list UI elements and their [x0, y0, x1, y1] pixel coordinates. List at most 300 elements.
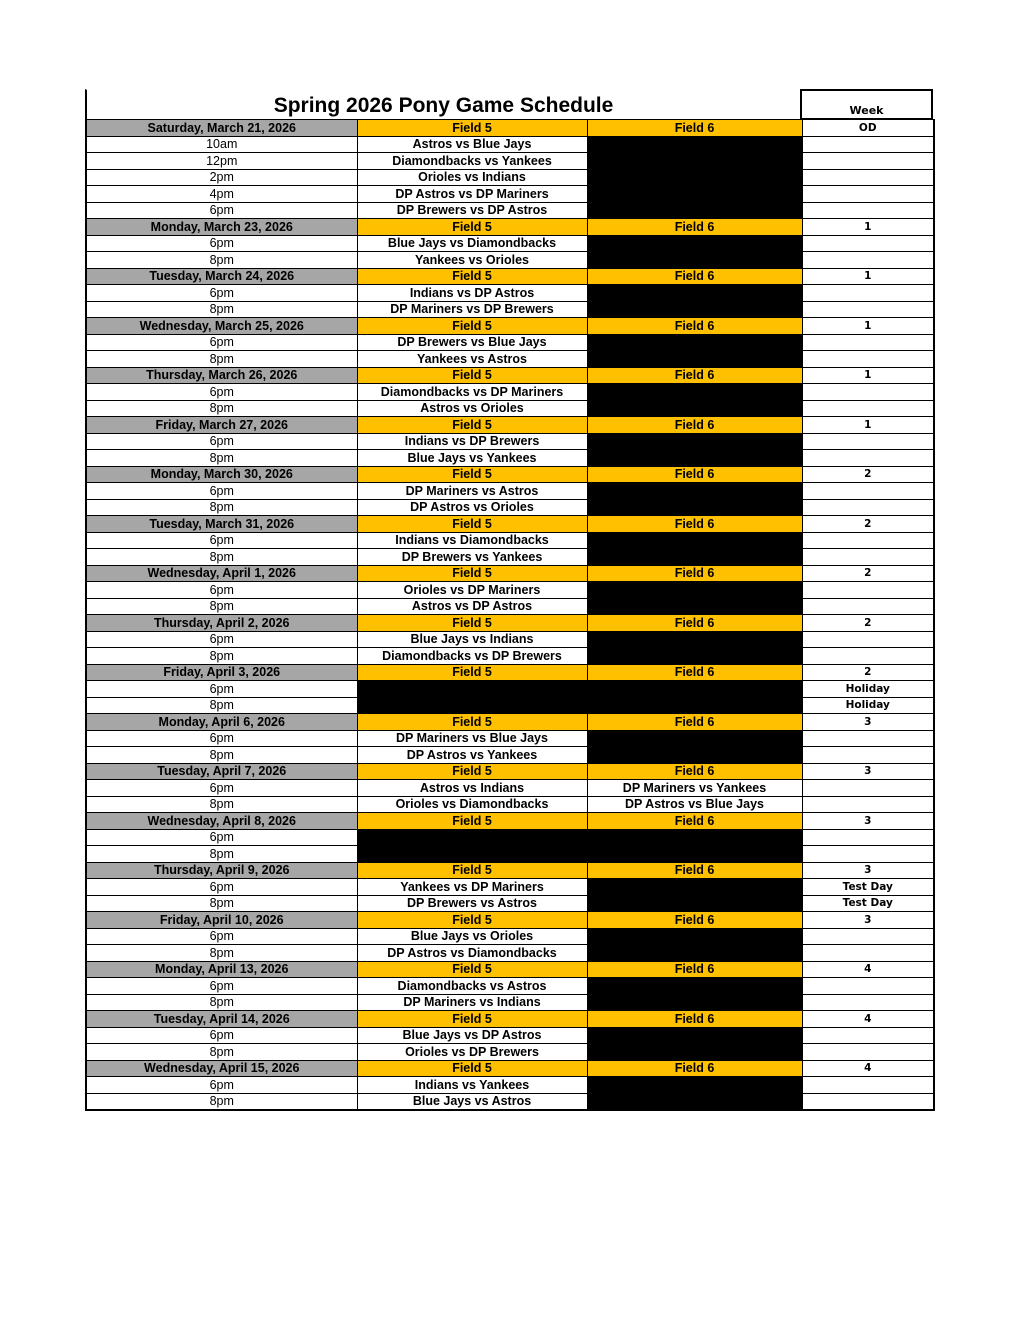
field-6-blocked — [587, 532, 802, 549]
day-header-row — [86, 615, 934, 632]
time-cell: 8pm — [86, 301, 357, 318]
time-cell: 8pm — [86, 400, 357, 417]
game-row — [86, 780, 934, 797]
time-cell: 8pm — [86, 994, 357, 1011]
week-note — [802, 747, 934, 764]
date-cell: Monday, April 13, 2026 — [86, 961, 357, 978]
time-cell: 12pm — [86, 153, 357, 170]
field-6-header: Field 6 — [587, 219, 802, 236]
field-6-game: DP Mariners vs Yankees — [587, 780, 802, 797]
field-6-blocked — [587, 598, 802, 615]
field-6-blocked — [587, 1044, 802, 1061]
week-note — [802, 186, 934, 203]
field-6-blocked — [587, 202, 802, 219]
field-5-game: Indians vs DP Brewers — [357, 433, 587, 450]
time-cell: 8pm — [86, 945, 357, 962]
field-5-header: Field 5 — [357, 714, 587, 731]
date-cell: Tuesday, March 24, 2026 — [86, 268, 357, 285]
day-header-row — [86, 813, 934, 830]
game-row — [86, 483, 934, 500]
field-5-game: Blue Jays vs Diamondbacks — [357, 235, 587, 252]
field-6-blocked — [587, 400, 802, 417]
week-number: 1 — [802, 417, 934, 434]
game-row — [86, 945, 934, 962]
field-5-game: Blue Jays vs DP Astros — [357, 1027, 587, 1044]
time-cell: 8pm — [86, 895, 357, 912]
field-6-blocked — [587, 301, 802, 318]
field-5-header: Field 5 — [357, 1011, 587, 1028]
week-number: 1 — [802, 367, 934, 384]
time-cell: 6pm — [86, 582, 357, 599]
week-note — [802, 153, 934, 170]
field-5-game: Yankees vs DP Mariners — [357, 879, 587, 896]
game-row — [86, 648, 934, 665]
day-header-row — [86, 516, 934, 533]
field-5-header: Field 5 — [357, 813, 587, 830]
date-cell: Thursday, April 9, 2026 — [86, 862, 357, 879]
field-6-header: Field 6 — [587, 714, 802, 731]
day-header-row — [86, 565, 934, 582]
field-6-blocked — [587, 235, 802, 252]
date-cell: Wednesday, April 1, 2026 — [86, 565, 357, 582]
field-5-game: Orioles vs Indians — [357, 169, 587, 186]
date-cell: Saturday, March 21, 2026 — [86, 120, 357, 137]
game-row — [86, 994, 934, 1011]
field-5-header: Field 5 — [357, 862, 587, 879]
time-cell: 6pm — [86, 202, 357, 219]
field-5-game: Orioles vs DP Mariners — [357, 582, 587, 599]
field-6-header: Field 6 — [587, 664, 802, 681]
day-header-row — [86, 961, 934, 978]
field-6-header: Field 6 — [587, 813, 802, 830]
week-note — [802, 169, 934, 186]
field-5-game: Astros vs Orioles — [357, 400, 587, 417]
field-6-game: DP Astros vs Blue Jays — [587, 796, 802, 813]
day-header-row — [86, 466, 934, 483]
week-note — [802, 631, 934, 648]
time-cell: 8pm — [86, 598, 357, 615]
field-5-game: Astros vs DP Astros — [357, 598, 587, 615]
time-cell: 6pm — [86, 532, 357, 549]
game-row — [86, 202, 934, 219]
day-header-row — [86, 120, 934, 137]
time-cell: 8pm — [86, 747, 357, 764]
week-note — [802, 235, 934, 252]
field-6-blocked — [587, 648, 802, 665]
field-6-blocked — [587, 136, 802, 153]
week-note — [802, 648, 934, 665]
field-6-header: Field 6 — [587, 516, 802, 533]
game-row — [86, 1044, 934, 1061]
day-header-row — [86, 1060, 934, 1077]
date-cell: Tuesday, April 14, 2026 — [86, 1011, 357, 1028]
field-5-game: DP Brewers vs Astros — [357, 895, 587, 912]
time-cell: 8pm — [86, 499, 357, 516]
date-cell: Tuesday, March 31, 2026 — [86, 516, 357, 533]
field-6-header: Field 6 — [587, 763, 802, 780]
game-row — [86, 582, 934, 599]
field-5-game: DP Mariners vs DP Brewers — [357, 301, 587, 318]
game-row — [86, 549, 934, 566]
field-5-blocked — [357, 681, 802, 698]
time-cell: 8pm — [86, 549, 357, 566]
game-row — [86, 697, 934, 714]
field-5-header: Field 5 — [357, 565, 587, 582]
field-6-blocked — [587, 252, 802, 269]
game-row — [86, 301, 934, 318]
field-5-game: Diamondbacks vs Astros — [357, 978, 587, 995]
date-cell: Wednesday, March 25, 2026 — [86, 318, 357, 335]
date-cell: Tuesday, April 7, 2026 — [86, 763, 357, 780]
field-6-blocked — [587, 895, 802, 912]
time-cell: 6pm — [86, 285, 357, 302]
field-6-header: Field 6 — [587, 120, 802, 137]
field-5-blocked — [357, 846, 802, 863]
week-note — [802, 945, 934, 962]
game-row — [86, 532, 934, 549]
field-5-game: DP Brewers vs Yankees — [357, 549, 587, 566]
day-header-row — [86, 763, 934, 780]
time-cell: 8pm — [86, 450, 357, 467]
day-header-row — [86, 268, 934, 285]
game-row — [86, 681, 934, 698]
game-row — [86, 829, 934, 846]
time-cell: 6pm — [86, 1027, 357, 1044]
week-number: 2 — [802, 466, 934, 483]
day-header-row — [86, 912, 934, 929]
field-6-blocked — [587, 450, 802, 467]
game-row — [86, 796, 934, 813]
week-number: OD — [802, 120, 934, 137]
field-5-game: Blue Jays vs Orioles — [357, 928, 587, 945]
date-cell: Friday, April 3, 2026 — [86, 664, 357, 681]
week-number: 3 — [802, 912, 934, 929]
week-note — [802, 846, 934, 863]
schedule-sheet — [85, 89, 933, 1111]
field-6-blocked — [587, 631, 802, 648]
week-number: 3 — [802, 813, 934, 830]
time-cell: 8pm — [86, 252, 357, 269]
time-cell: 6pm — [86, 730, 357, 747]
field-5-game: Blue Jays vs Yankees — [357, 450, 587, 467]
game-row — [86, 747, 934, 764]
field-5-header: Field 5 — [357, 516, 587, 533]
game-row — [86, 730, 934, 747]
field-5-blocked — [357, 829, 802, 846]
week-note — [802, 351, 934, 368]
field-6-blocked — [587, 483, 802, 500]
field-5-game: Orioles vs DP Brewers — [357, 1044, 587, 1061]
field-5-header: Field 5 — [357, 219, 587, 236]
day-header-row — [86, 318, 934, 335]
field-5-game: DP Mariners vs Astros — [357, 483, 587, 500]
time-cell: 6pm — [86, 879, 357, 896]
field-5-game: Blue Jays vs Indians — [357, 631, 587, 648]
day-header-row — [86, 714, 934, 731]
field-5-header: Field 5 — [357, 1060, 587, 1077]
week-number: 3 — [802, 862, 934, 879]
week-number: 4 — [802, 1060, 934, 1077]
field-6-blocked — [587, 747, 802, 764]
field-5-game: Diamondbacks vs DP Brewers — [357, 648, 587, 665]
field-6-header: Field 6 — [587, 268, 802, 285]
date-cell: Monday, April 6, 2026 — [86, 714, 357, 731]
field-5-header: Field 5 — [357, 615, 587, 632]
time-cell: 2pm — [86, 169, 357, 186]
week-number: 2 — [802, 565, 934, 582]
field-5-game: DP Brewers vs DP Astros — [357, 202, 587, 219]
week-note — [802, 136, 934, 153]
week-number: 2 — [802, 664, 934, 681]
game-row — [86, 631, 934, 648]
field-5-header: Field 5 — [357, 961, 587, 978]
field-6-header: Field 6 — [587, 417, 802, 434]
game-row — [86, 499, 934, 516]
field-5-game: Diamondbacks vs Yankees — [357, 153, 587, 170]
week-note — [802, 1027, 934, 1044]
field-5-game: DP Astros vs DP Mariners — [357, 186, 587, 203]
week-note: Holiday — [802, 681, 934, 698]
field-5-blocked — [357, 697, 802, 714]
field-6-header: Field 6 — [587, 862, 802, 879]
day-header-row — [86, 219, 934, 236]
field-6-blocked — [587, 945, 802, 962]
week-note — [802, 301, 934, 318]
field-5-game: Diamondbacks vs DP Mariners — [357, 384, 587, 401]
week-note — [802, 202, 934, 219]
day-header-row — [86, 664, 934, 681]
week-number: 1 — [802, 219, 934, 236]
week-note: Test Day — [802, 895, 934, 912]
field-6-header: Field 6 — [587, 961, 802, 978]
game-row — [86, 285, 934, 302]
week-number: 1 — [802, 318, 934, 335]
week-note — [802, 285, 934, 302]
day-header-row — [86, 367, 934, 384]
date-cell: Wednesday, April 15, 2026 — [86, 1060, 357, 1077]
game-row — [86, 895, 934, 912]
field-6-blocked — [587, 499, 802, 516]
date-cell: Friday, April 10, 2026 — [86, 912, 357, 929]
week-note — [802, 1077, 934, 1094]
field-6-blocked — [587, 285, 802, 302]
field-6-blocked — [587, 169, 802, 186]
week-note: Test Day — [802, 879, 934, 896]
week-note — [802, 582, 934, 599]
game-row — [86, 978, 934, 995]
week-note — [802, 450, 934, 467]
title-row — [85, 89, 933, 119]
field-6-header: Field 6 — [587, 367, 802, 384]
week-note — [802, 796, 934, 813]
week-number: 4 — [802, 961, 934, 978]
time-cell: 6pm — [86, 384, 357, 401]
field-6-blocked — [587, 1077, 802, 1094]
field-6-blocked — [587, 879, 802, 896]
time-cell: 8pm — [86, 648, 357, 665]
week-number: 3 — [802, 763, 934, 780]
week-number: 3 — [802, 714, 934, 731]
field-6-header: Field 6 — [587, 565, 802, 582]
field-5-game: Indians vs Yankees — [357, 1077, 587, 1094]
field-6-blocked — [587, 730, 802, 747]
field-5-header: Field 5 — [357, 120, 587, 137]
field-5-game: Yankees vs Astros — [357, 351, 587, 368]
date-cell: Monday, March 30, 2026 — [86, 466, 357, 483]
field-5-game: DP Astros vs Yankees — [357, 747, 587, 764]
field-5-game: Yankees vs Orioles — [357, 252, 587, 269]
field-6-blocked — [587, 153, 802, 170]
time-cell: 6pm — [86, 978, 357, 995]
time-cell: 6pm — [86, 235, 357, 252]
time-cell: 6pm — [86, 681, 357, 698]
date-cell: Friday, March 27, 2026 — [86, 417, 357, 434]
week-note — [802, 730, 934, 747]
field-5-game: DP Astros vs Orioles — [357, 499, 587, 516]
date-cell: Thursday, April 2, 2026 — [86, 615, 357, 632]
page-title: Spring 2026 Pony Game Schedule — [85, 89, 800, 119]
field-5-header: Field 5 — [357, 417, 587, 434]
field-6-blocked — [587, 1093, 802, 1110]
week-note — [802, 433, 934, 450]
week-note — [802, 1044, 934, 1061]
field-6-blocked — [587, 549, 802, 566]
field-5-header: Field 5 — [357, 763, 587, 780]
field-5-game: Orioles vs Diamondbacks — [357, 796, 587, 813]
field-6-blocked — [587, 186, 802, 203]
field-5-game: DP Mariners vs Blue Jays — [357, 730, 587, 747]
game-row — [86, 400, 934, 417]
game-row — [86, 846, 934, 863]
game-row — [86, 879, 934, 896]
week-note — [802, 928, 934, 945]
time-cell: 6pm — [86, 433, 357, 450]
week-note — [802, 598, 934, 615]
week-note — [802, 549, 934, 566]
week-note — [802, 499, 934, 516]
game-row — [86, 1027, 934, 1044]
time-cell: 6pm — [86, 334, 357, 351]
day-header-row — [86, 1011, 934, 1028]
day-header-row — [86, 862, 934, 879]
game-row — [86, 928, 934, 945]
time-cell: 6pm — [86, 928, 357, 945]
week-note: Holiday — [802, 697, 934, 714]
time-cell: 6pm — [86, 780, 357, 797]
game-row — [86, 136, 934, 153]
field-5-game: Indians vs Diamondbacks — [357, 532, 587, 549]
time-cell: 8pm — [86, 697, 357, 714]
game-row — [86, 252, 934, 269]
game-row — [86, 1077, 934, 1094]
week-note — [802, 994, 934, 1011]
field-6-blocked — [587, 334, 802, 351]
week-note — [802, 384, 934, 401]
field-5-header: Field 5 — [357, 367, 587, 384]
field-5-game: Astros vs Indians — [357, 780, 587, 797]
date-cell: Wednesday, April 8, 2026 — [86, 813, 357, 830]
field-6-blocked — [587, 351, 802, 368]
field-6-blocked — [587, 928, 802, 945]
game-row — [86, 598, 934, 615]
field-6-blocked — [587, 433, 802, 450]
field-5-game: DP Astros vs Diamondbacks — [357, 945, 587, 962]
time-cell: 8pm — [86, 351, 357, 368]
time-cell: 8pm — [86, 796, 357, 813]
time-cell: 6pm — [86, 483, 357, 500]
schedule-table — [85, 119, 935, 1111]
week-number: 2 — [802, 615, 934, 632]
date-cell: Monday, March 23, 2026 — [86, 219, 357, 236]
week-number: 4 — [802, 1011, 934, 1028]
time-cell: 6pm — [86, 1077, 357, 1094]
game-row — [86, 153, 934, 170]
field-6-blocked — [587, 582, 802, 599]
time-cell: 10am — [86, 136, 357, 153]
field-5-game: Indians vs DP Astros — [357, 285, 587, 302]
field-6-header: Field 6 — [587, 466, 802, 483]
field-6-blocked — [587, 1027, 802, 1044]
field-6-blocked — [587, 384, 802, 401]
field-6-header: Field 6 — [587, 1011, 802, 1028]
game-row — [86, 169, 934, 186]
field-6-header: Field 6 — [587, 1060, 802, 1077]
game-row — [86, 334, 934, 351]
time-cell: 8pm — [86, 1093, 357, 1110]
time-cell: 4pm — [86, 186, 357, 203]
field-5-header: Field 5 — [357, 664, 587, 681]
game-row — [86, 433, 934, 450]
week-note — [802, 978, 934, 995]
week-note — [802, 334, 934, 351]
time-cell: 6pm — [86, 631, 357, 648]
field-6-header: Field 6 — [587, 318, 802, 335]
field-6-blocked — [587, 994, 802, 1011]
field-5-game: Blue Jays vs Astros — [357, 1093, 587, 1110]
field-6-blocked — [587, 978, 802, 995]
week-note — [802, 483, 934, 500]
field-5-game: DP Mariners vs Indians — [357, 994, 587, 1011]
field-5-header: Field 5 — [357, 268, 587, 285]
field-6-header: Field 6 — [587, 615, 802, 632]
field-5-header: Field 5 — [357, 466, 587, 483]
game-row — [86, 235, 934, 252]
game-row — [86, 384, 934, 401]
week-note — [802, 829, 934, 846]
date-cell: Thursday, March 26, 2026 — [86, 367, 357, 384]
field-5-header: Field 5 — [357, 318, 587, 335]
game-row — [86, 1093, 934, 1110]
week-note — [802, 532, 934, 549]
time-cell: 8pm — [86, 1044, 357, 1061]
field-5-game: DP Brewers vs Blue Jays — [357, 334, 587, 351]
field-5-header: Field 5 — [357, 912, 587, 929]
week-column-header: Week — [800, 89, 933, 119]
week-note — [802, 400, 934, 417]
field-5-game: Astros vs Blue Jays — [357, 136, 587, 153]
week-note — [802, 1093, 934, 1110]
week-number: 1 — [802, 268, 934, 285]
game-row — [86, 450, 934, 467]
schedule-body — [86, 120, 934, 1110]
day-header-row — [86, 417, 934, 434]
week-note — [802, 780, 934, 797]
week-number: 2 — [802, 516, 934, 533]
week-note — [802, 252, 934, 269]
field-6-header: Field 6 — [587, 912, 802, 929]
time-cell: 8pm — [86, 846, 357, 863]
game-row — [86, 351, 934, 368]
